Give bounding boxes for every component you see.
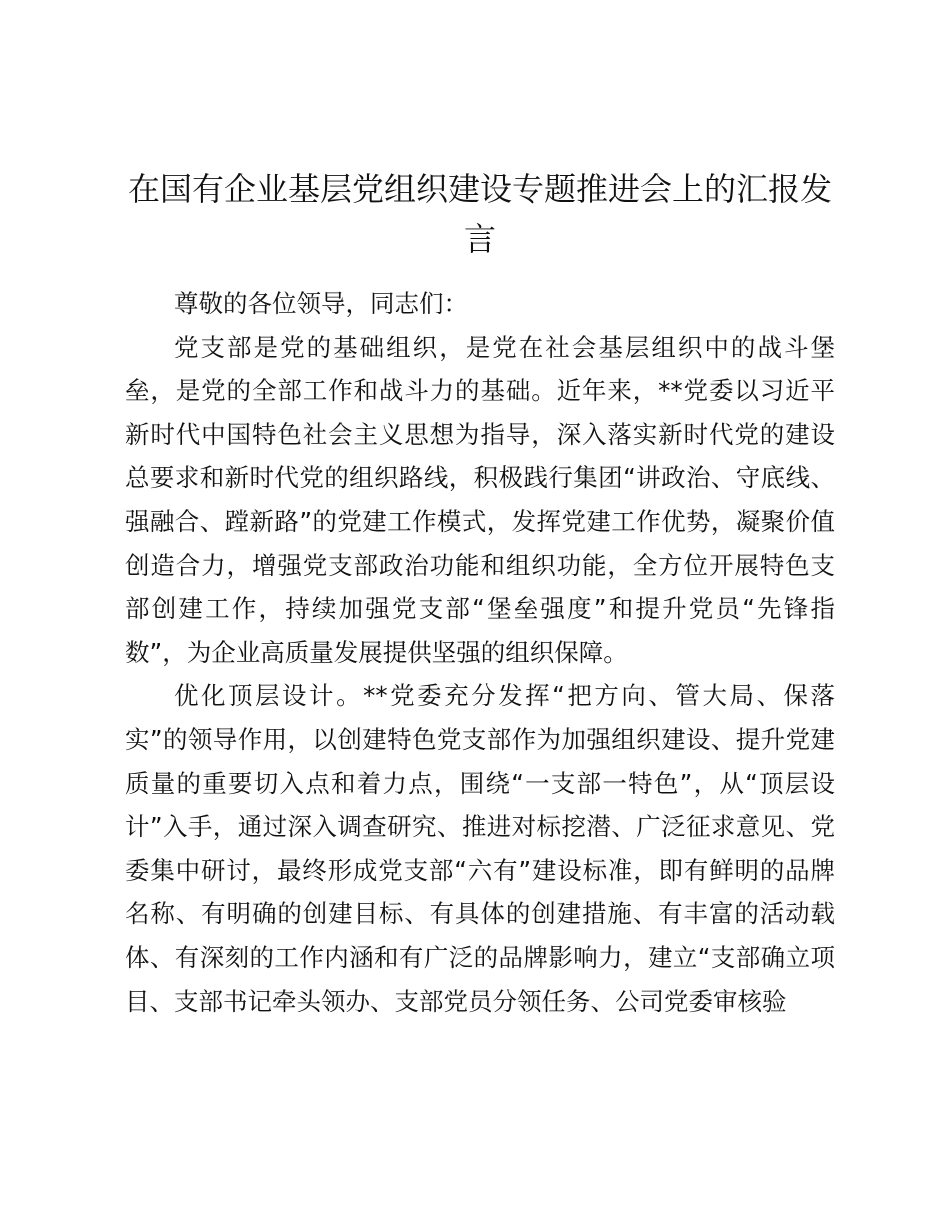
paragraph: 优化顶层设计。**党委充分发挥“把方向、管大局、保落实”的领导作用，以创建特色党支部作为加强组织建设、提升党建质量的重要切入点和着力点，围绕“一支部一特色”，从“顶层设计”入手，通过深入调查研究、推进对标挖潜、广泛征求意见、党委集中研讨，最终形成党支部“六有”建设标准，即有鲜明的品牌名称、有明确的创建目标、有具体的创建措施、有丰富的活动载体、有深刻的工作内涵和有广泛的品牌影响力，建立“支部确立项目、支部书记牵头领办、支部党员分领任务、公司党委审核验 (125, 681, 835, 1016)
document-title: 在国有企业基层党组织建设专题推进会上的汇报发言 (127, 170, 832, 258)
document-body (125, 282, 835, 1023)
paragraph: 党支部是党的基础组织，是党在社会基层组织中的战斗堡垒，是党的全部工作和战斗力的基础。近年来，**党委以习近平新时代中国特色社会主义思想为指导，深入落实新时代党的建设总要求和新时代党的组织路线，积极践行集团“讲政治、守底线、强融合、蹚新路”的党建工作模式，发挥党建工作优势，凝聚价值创造合力，增强党支部政治功能和组织功能，全方位开展特色支部创建工作，持续加强党支部“堡垒强度”和提升党员“先锋指数”，为企业高质量发展提供坚强的组织保障。 (125, 332, 835, 667)
salutation: 尊敬的各位领导，同志们： (174, 289, 468, 318)
